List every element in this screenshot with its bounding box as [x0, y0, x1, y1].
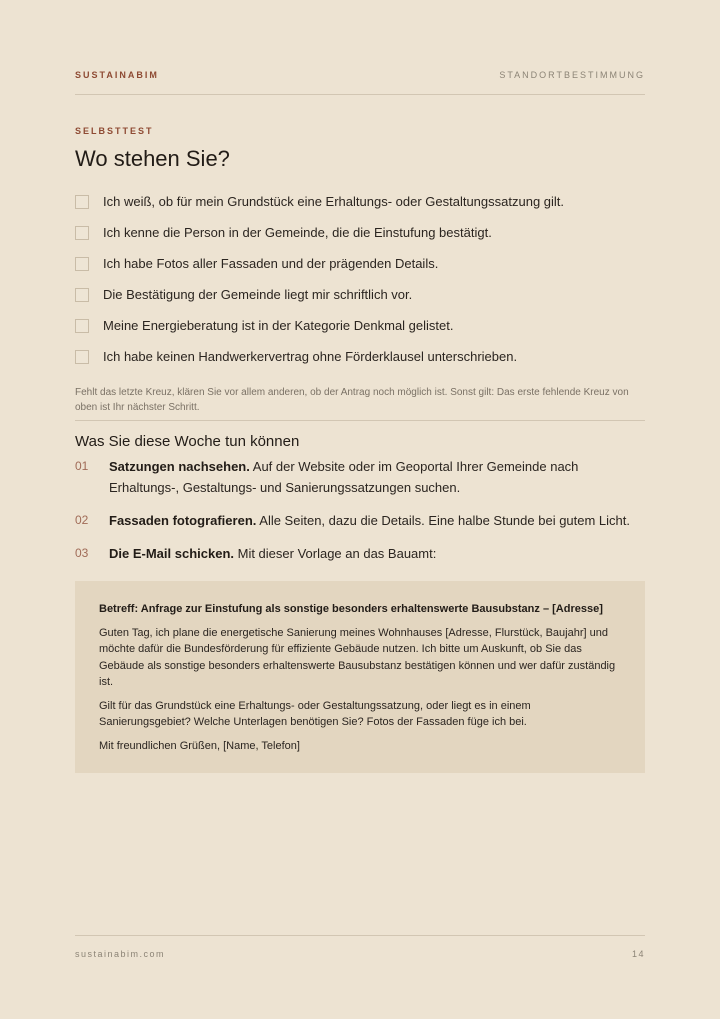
- checklist-item[interactable]: [75, 186, 645, 217]
- checklist-item-label: Ich habe keinen Handwerkervertrag ohne Förderklausel unterschrieben.: [103, 349, 518, 364]
- checklist-item[interactable]: [75, 217, 645, 248]
- divider: [75, 420, 645, 421]
- selftest-note: Fehlt das letzte Kreuz, klären Sie vor allem anderen, ob der Antrag noch möglich ist. Sonst gilt: Das erste fehlende Kreuz von oben ist Ihr nächster Schritt.: [75, 387, 629, 413]
- step-body: [109, 456, 645, 498]
- checklist-item-label: Ich kenne die Person in der Gemeinde, die die Einstufung bestätigt.: [103, 225, 492, 240]
- step-item: [75, 456, 645, 498]
- footer-url[interactable]: sustainabim.com: [75, 949, 166, 959]
- selftest-eyebrow: SELBSTTEST: [75, 126, 154, 136]
- section-label: STANDORTBESTIMMUNG: [499, 70, 645, 80]
- checklist-item-label: Ich habe Fotos aller Fassaden und der prägenden Details.: [103, 256, 439, 271]
- page-header: [75, 70, 645, 95]
- checklist-item[interactable]: [75, 341, 645, 372]
- brand-name: SUSTAINABIM: [75, 70, 159, 80]
- step-number: 01: [75, 459, 89, 473]
- step-text: Alle Seiten, dazu die Details. Eine halbe Stunde bei gutem Licht.: [256, 513, 631, 528]
- step-item: [75, 510, 645, 531]
- page-number: 14: [631, 949, 645, 959]
- checklist-item-label: Ich weiß, ob für mein Grundstück eine Erhaltungs- oder Gestaltungssatzung gilt.: [103, 194, 565, 209]
- step-title: Satzungen nachsehen.: [109, 459, 250, 474]
- checkbox[interactable]: [75, 350, 89, 364]
- checkbox[interactable]: [75, 226, 89, 240]
- email-paragraph: Gilt für das Grundstück eine Erhaltungs- oder Gestaltungssatzung, oder liegt es in einem Sanierungsgebiet? Welche Unterlagen benötigen Sie? Fotos der Fassaden füge ich bei.: [99, 699, 531, 728]
- page-footer: [75, 935, 645, 966]
- email-subject: Betreff: Anfrage zur Einstufung als sonstige besonders erhaltenswerte Bausubstanz – [Adresse]: [99, 603, 603, 615]
- step-title: Die E-Mail schicken.: [109, 546, 234, 561]
- checkbox[interactable]: [75, 257, 89, 271]
- week-heading: Was Sie diese Woche tun können: [75, 433, 300, 450]
- checkbox[interactable]: [75, 319, 89, 333]
- step-body: [109, 543, 645, 564]
- step-number: 03: [75, 546, 89, 560]
- selftest-checklist: [75, 186, 645, 372]
- checklist-item-label: Meine Energieberatung ist in der Kategorie Denkmal gelistet.: [103, 318, 454, 333]
- checklist-item[interactable]: [75, 279, 645, 310]
- email-signoff: Mit freundlichen Grüßen, [Name, Telefon]: [99, 739, 300, 752]
- steps-list: [75, 456, 645, 576]
- checkbox[interactable]: [75, 288, 89, 302]
- step-body: [109, 510, 645, 531]
- checkbox[interactable]: [75, 195, 89, 209]
- email-template-box: [75, 581, 645, 773]
- checklist-item[interactable]: [75, 248, 645, 279]
- checklist-item-label: Die Bestätigung der Gemeinde liegt mir schriftlich vor.: [103, 287, 413, 302]
- step-text: Auf der Website oder im Geoportal Ihrer Gemeinde nach Erhaltungs-, Gestaltungs- und Sanierungssatzungen suchen.: [109, 459, 579, 495]
- step-title: Fassaden fotografieren.: [109, 513, 257, 528]
- document-page: [75, 0, 645, 1019]
- step-number: 02: [75, 513, 89, 527]
- checklist-item[interactable]: [75, 310, 645, 341]
- email-paragraph: Guten Tag, ich plane die energetische Sanierung meines Wohnhauses [Adresse, Flurstück, Baujahr] und möchte dafür die Bundesförderung für effiziente Gebäude nutzen. Ich bitte um Auskunft, ob Sie das Gebäude als sonstige besonders erhaltenswerte Bausubstanz bestätigen können und wer dafür zuständig ist.: [99, 626, 616, 688]
- step-text: Mit dieser Vorlage an das Bauamt:: [234, 546, 437, 561]
- step-item: [75, 543, 645, 564]
- page-title: Wo stehen Sie?: [75, 146, 230, 171]
